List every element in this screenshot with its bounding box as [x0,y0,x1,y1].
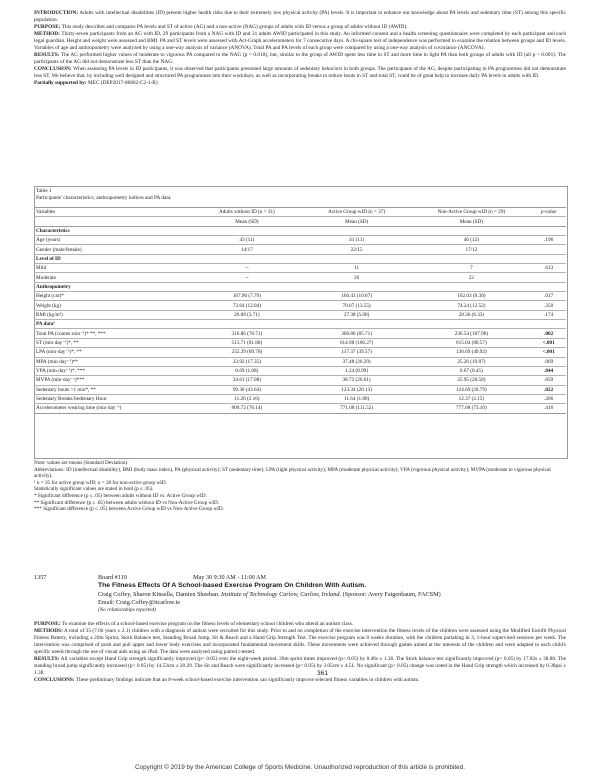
value-cell: 28.36 (6.33) [411,310,531,319]
table-note: * Significant difference (p ≤ .05) between adults without ID vs. Active Group wID. [34,492,207,499]
col-header-awid: Adults without ID (n = 31) [192,208,302,217]
p-value-cell: .044 [531,366,566,375]
value-cell: 167.90 (7.79) [192,292,302,301]
table-row [34,245,566,254]
table-section-row [34,226,566,235]
value-cell: 70.07 (13.55) [302,301,412,310]
purpose-paragraph-2: PURPOSE: To examine the effects of a school-based exercise program on the fitness levels of elementary school children who attend an autism class. [34,621,354,627]
copyright-footer: Copyright © 2019 by the American College of Sports Medicine. Unauthorized reproduction of this article is prohibited. [134,764,466,771]
subheader-cell: Mean (SD) [192,217,302,226]
table-row [34,385,566,394]
row-label: Mild [34,264,192,273]
table-note: Note: values are means (Standard Deviation). [34,460,129,466]
value-cell: 306.86 (85.71) [302,329,412,338]
no-relationships: (No relationships reported) [98,607,156,613]
subheader-cell: Mean (SD) [302,217,412,226]
table-note: ¹ n = 35 for active group wID; n = 28 for non-active group wID. [34,479,167,486]
value-cell: 800.72 (76.14) [192,404,302,413]
table-section-row [34,282,566,291]
value-cell: 41 (11) [302,236,412,245]
value-cell: 136.69 (49.92) [411,348,531,357]
top-abstract [34,10,566,88]
table-note: Statistically significant values are stated in bold (p ≤ .05). [34,486,154,493]
table-row [34,264,566,273]
row-label: Moderate [34,273,192,282]
table-row [34,404,566,413]
p-value-cell: .174 [531,310,566,319]
table-note: *** Significant difference (p ≤ .05) between Active Group wID vs Non-Active Group wID. [34,506,224,513]
table-caption-number: Table 1 [36,188,52,194]
page-number: 361 [317,670,329,677]
conclusions-paragraph-2: CONCLUSIONS: These preliminary findings indicate that an 8-week school-based exercise intervention can significantly improve selected fitness variables in children with autism. [34,677,420,684]
value-cell: 11 [302,264,412,273]
subheader-cell: Mean (SD) [411,217,531,226]
table-row [34,376,566,385]
value-cell: 38.72 (26.61) [302,376,412,385]
p-value-cell: .059 [531,376,566,385]
abstract-body [34,621,566,684]
author-line [98,591,441,598]
row-label: Sedentary Breaks/Sedentary Hour [34,394,192,403]
authors: Craig Coffey, Sharon Kinsella, Damien Sheehan. [98,591,220,598]
value-cell: 33.92 (17.35) [192,357,302,366]
value-cell: 11.26 (2.16) [192,394,302,403]
col-header-nonactive: Non-Active Group wID (n = 29) [411,208,531,217]
value-cell: 46 (12) [411,236,531,245]
p-value-cell: .022 [531,385,566,394]
col-header-active: Active Group wID (n = 37) [302,208,412,217]
value-cell: 771.08 (111.52) [302,404,412,413]
value-cell: 117.37 (39.57) [302,348,412,357]
value-cell: 74.24 (12.52) [411,301,531,310]
p-value-cell: .416 [531,404,566,413]
value-cell: -- [192,264,302,273]
table-caption-title: Participants' characteristics, anthropometry indices and PA data. [36,195,172,201]
methods-paragraph-2: METHODS: A total of 35 (7.66 years ± 2.1) children with a diagnosis of autism were recruited for this study. Prior to and on completion of the exercise intervention the fitness levels of the children were assessed using the Modified Eurofit Physical Fitness Battery, including a 20m Sprint, Stork Balance test, Standing Broad Jump, Sit & Reach and a Hand Grip Strength Test. The exercise program was 8 weeks duration, with the children partaking in 3, 1-hour supervised sessions per week. The intervention was comprised of push and pull upper and lower body exercises and incorporated fundamental movement skills. These movements were achieved through games aimed at the interests of the children and were adapted to each child's specific needs through the use of visual aids using an iPad. The data were analysed using paired t-tested. [34,628,566,656]
table-row [34,310,566,319]
row-label: Height (cm)* [34,292,192,301]
affiliation: Institute of Technology Carlow, Carlow, Ireland. [221,591,342,598]
table-row [34,329,566,338]
row-label: ST (min·day⁻¹)*, ** [34,338,192,347]
results-paragraph-2: RESULTS: All variables except Hand Grip strength significantly improved (p< 0.05) over the eight-week period. 20m sprint times improved (p< 0.05) by 0.46s ± 1.36. The Stork balance test significantly improved (p< 0.05) by 17.82s ± 38.86. The standing broad jump significantly increased (p< 0.05) by 14.53cm ± 20.29. The Sit and Reach were significantly increased (p< 0.05) by 3.05cm ± 4.51. No significant (p> 0.05) change was noted in the Hand Grip strength which increased by 0.38psi ± 1.38. [34,656,566,677]
value-cell: 26.08 (3.71) [192,310,302,319]
p-value-cell: .613 [531,264,566,273]
value-cell: 777.68 (73.10) [411,404,531,413]
row-label: Age (years) [34,236,192,245]
intro-paragraph: INTRODUCTION: Adults with intellectual disabilities (ID) present higher health risks due to their extremely low physical activity (PA) levels. It is important to enhance our knowledge about PA levels and sedentary time (ST) among this specific population. [34,10,566,24]
value-cell: 615.04 (80.57) [411,338,531,347]
value-cell: 252.39 (69.78) [192,348,302,357]
value-cell: 34.61 (17.08) [192,376,302,385]
p-value-cell: <.001 [531,338,566,347]
value-cell: 162.03 (9.30) [411,292,531,301]
value-cell: 26 [302,273,412,282]
author-email: Email: Craig.Coffey@itcarlow.ie [98,599,180,606]
value-cell: 14/17 [192,245,302,254]
table-row [34,394,566,403]
value-cell: 316.86 (78.71) [192,329,302,338]
row-label: LPA (min·day⁻¹)*, ** [34,348,192,357]
row-label: Total PA (counts·min⁻¹)* **, *** [34,329,192,338]
value-cell: 22/15 [302,245,412,254]
support-paragraph: Partially supported by: MEC (DEP2017-86862-C2-1-R) [34,80,158,87]
subheader-cell [531,217,566,226]
table-section-row [34,320,566,329]
value-cell: 123.34 (20.13) [302,385,412,394]
abstract-title: The Fitness Effects Of A School-based Exercise Program On Children With Autism. [98,582,367,589]
value-cell: 37.48 (26.29) [302,357,412,366]
value-cell: 513.71 (81.88) [192,338,302,347]
p-value-cell [531,245,566,254]
row-label: VPA (min·day⁻¹)*, *** [34,366,192,375]
p-value-cell: .350 [531,301,566,310]
value-cell: 73.64 (12.04) [192,301,302,310]
p-value-cell: <.001 [531,348,566,357]
section-label: Characteristics [34,226,566,235]
value-cell: 25.95 (20.58) [411,376,531,385]
p-value-cell [531,273,566,282]
table-section-row [34,254,566,263]
row-label: MVPA (min·day⁻¹)*** [34,376,192,385]
table-header-row [34,208,566,217]
table-subheader-row [34,217,566,226]
value-cell: 7 [411,264,531,273]
purpose-paragraph: PURPOSE: This study describes and compares PA levels and ST of active (AG) and a non-active (NAG) groups of adults with ID versus a group of adults without ID (AWID). [34,24,408,31]
table-row [34,338,566,347]
session-datetime: May 30 9:30 AM - 11:00 AM [193,574,266,581]
col-header-pvalue: p-value [531,208,566,217]
p-value-cell: .196 [531,236,566,245]
results-paragraph: RESULTS: The AG performed higher values of moderate to vigorous PA compared to the NAG (p = 0.018), but, similar to the group of AWID spent less time in ST and more time in light PA than both groups of adults with ID (all p < 0.001). The participants of the AG did not demonstrate less ST than the NAG. [34,52,566,66]
row-label: MPA (min·day⁻¹)** [34,357,192,366]
value-cell: 614.98 (106.27) [302,338,412,347]
sponsor: (Sponsor: Avery Faigenbaum, FACSM) [342,591,441,598]
row-label: Weight (kg) [34,301,192,310]
value-cell: 27.38 (5.00) [302,310,412,319]
table-row [34,357,566,366]
section-label: PA data¹ [34,320,566,329]
value-cell: 99.36 (43.64) [192,385,302,394]
table-note: Abbreviations: ID (intellectual disability), BMI (body mass index), PA (physical activity); ST (sedentary time); LPA (light physical activity); MPA (moderate physical activity); VPA (vigorous physical activity); MVPA (moderate to vigorous physical activity). [34,466,551,480]
p-value-cell: .206 [531,394,566,403]
table-row [34,301,566,310]
table-row [34,236,566,245]
value-cell: 0.69 (1.08) [192,366,302,375]
value-cell: 12.37 (2.15) [411,394,531,403]
row-label: BMI (kg/m²) [34,310,192,319]
value-cell: 22 [411,273,531,282]
board-number: Board #119 [98,574,127,581]
value-cell: 1.24 (0.99) [302,366,412,375]
subheader-cell [34,217,192,226]
table-notes [34,460,564,513]
value-cell: 124.69 (20.79) [411,385,531,394]
p-value-cell: .069 [531,357,566,366]
data-table [34,207,566,414]
value-cell: 11.64 (1.80) [302,394,412,403]
row-label: Sedentary bouts >1 min*, ** [34,385,192,394]
section-label: Level of ID [34,254,566,263]
table-row [34,273,566,282]
p-value-cell: .017 [531,292,566,301]
table-note: ** Significant difference (p ≤ .05) between adults without ID vs Non-Active Group wID. [34,499,219,506]
method-paragraph: METHOD: Thirty-seven participants from an AG with ID, 29 participants from a NAG with ID and 31 adults AWID participated in this study. An informed consent and a health screening questionnaire were completed by each participant and each legal guardian. Height and weight were assessed and BMI. PA and ST levels were assessed with Act-Graph accelerometers for 7 consecutive days. A chi-square test of independence was performed to examine the relation between groups and ID levels. Variables of age and anthropometry were analyzed by using a one-way analysis of variance (ANOVA). Total PA and PA levels of each group were compared by using a one-way analysis of covariance (ANCOVA). [34,31,566,52]
value-cell: 43 (11) [192,236,302,245]
section-label: Anthropometry [34,282,566,291]
table-row [34,366,566,375]
p-value-cell: .002 [531,329,566,338]
conclusion-paragraph: CONCLUSION: When assessing PA levels in ID participants, it was observed that participants presented large amounts of sedentary behaviors in both groups. The participants of the AG, despite participating in PA programmes did not demonstrate less ST. We believe that, by including well designed and structured PA programmes into their workdays, as well as incorporating breaks to reduce bouts in ST and total ST, could be of great help to increase daily PA levels in adults with ID. [34,66,566,80]
value-cell: 25.26 (19.87) [411,357,531,366]
value-cell: 0.67 (0.45) [411,366,531,375]
value-cell: -- [192,273,302,282]
value-cell: 236.54 (107.90) [411,329,531,338]
value-cell: 17/12 [411,245,531,254]
table-row [34,348,566,357]
value-cell: 160.43 (10.87) [302,292,412,301]
row-label: Accelerometer wearing time (min·day⁻¹) [34,404,192,413]
row-label: Gender (male/female) [34,245,192,254]
table-row [34,292,566,301]
abstract-number: 1357 [34,574,47,581]
col-header-variables: Variables [34,208,192,217]
